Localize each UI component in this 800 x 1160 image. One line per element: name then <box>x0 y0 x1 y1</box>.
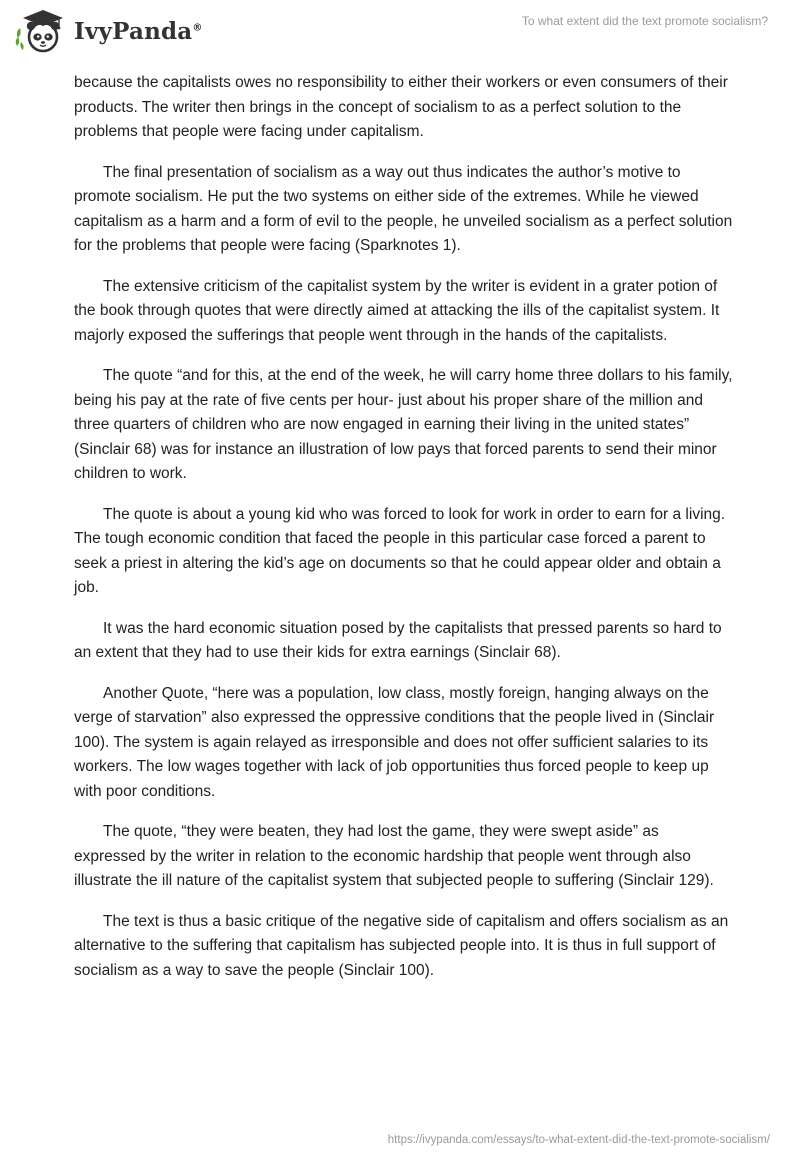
paragraph: The quote “and for this, at the end of the week, he will carry home three dollars to his family, being his pay at the rate of five cents per hour- just about his proper share of the million and three quarters of children who are now engaged in earning their living in the united states” (Sinclair 68) was for instance an illustration of low pays that forced parents to send their minor children to work. <box>74 367 733 482</box>
source-url[interactable]: https://ivypanda.com/essays/to-what-extent-did-the-text-promote-socialism/ <box>387 1134 770 1146</box>
paragraph: The quote, “they were beaten, they had lost the game, they were swept aside” as expressed by the writer in relation to the economic hardship that people went through also illustrate the ill nature of the capitalist system that subjected people to suffering (Sinclair 129). <box>74 823 714 889</box>
paragraph: The final presentation of socialism as a way out thus indicates the author’s motive to promote socialism. He put the two systems on either side of the extremes. While he viewed capitalism as a harm and a form of evil to the people, he unveiled socialism as a perfect solution for the problems that people were facing (Sparknotes 1). <box>74 163 733 254</box>
paragraph: The quote is about a young kid who was forced to look for work in order to earn for a living. The tough economic condition that faced the people in this particular case forced a parent to seek a priest in altering the kid’s age on documents so that he could appear older and obtain a job. <box>74 505 726 596</box>
paragraph: It was the hard economic situation posed by the capitalists that pressed parents so hard to an extent that they had to use their kids for extra earnings (Sinclair 68). <box>74 619 722 661</box>
paragraph: Another Quote, “here was a population, low class, mostly foreign, hanging always on the verge of starvation” also expressed the oppressive conditions that the people lived in (Sinclair 100). The system is again relayed as irresponsible and does not offer sufficient salaries to its workers. The low wages together with lack of job opportunities thus forced people to keep up with poor conditions. <box>74 684 715 800</box>
ivypanda-logo[interactable] <box>14 8 203 54</box>
paragraph: The extensive criticism of the capitalist system by the writer is evident in a grater potion of the book through quotes that were directly aimed at attacking the ills of the capitalist system. It majorly exposed the sufferings that people went through in the hands of the capitalists. <box>74 277 720 344</box>
panda-graduation-cap-icon <box>14 8 68 54</box>
registered-mark: ® <box>192 21 203 33</box>
brand-name: IvyPanda® <box>74 17 203 45</box>
page-header <box>0 0 800 62</box>
document-title: To what extent did the text promote socialism? <box>521 14 768 28</box>
paragraph: because the capitalists owes no responsibility to either their workers or even consumers of their products. The writer then brings in the concept of socialism to as a perfect solution to the problems that people were facing under capitalism. <box>74 74 728 140</box>
paragraph: The text is thus a basic critique of the negative side of capitalism and offers socialism as an alternative to the suffering that capitalism has subjected people into. It is thus in full support of socialism as a way to save the people (Sinclair 100). <box>74 912 729 979</box>
essay-body <box>74 71 734 999</box>
